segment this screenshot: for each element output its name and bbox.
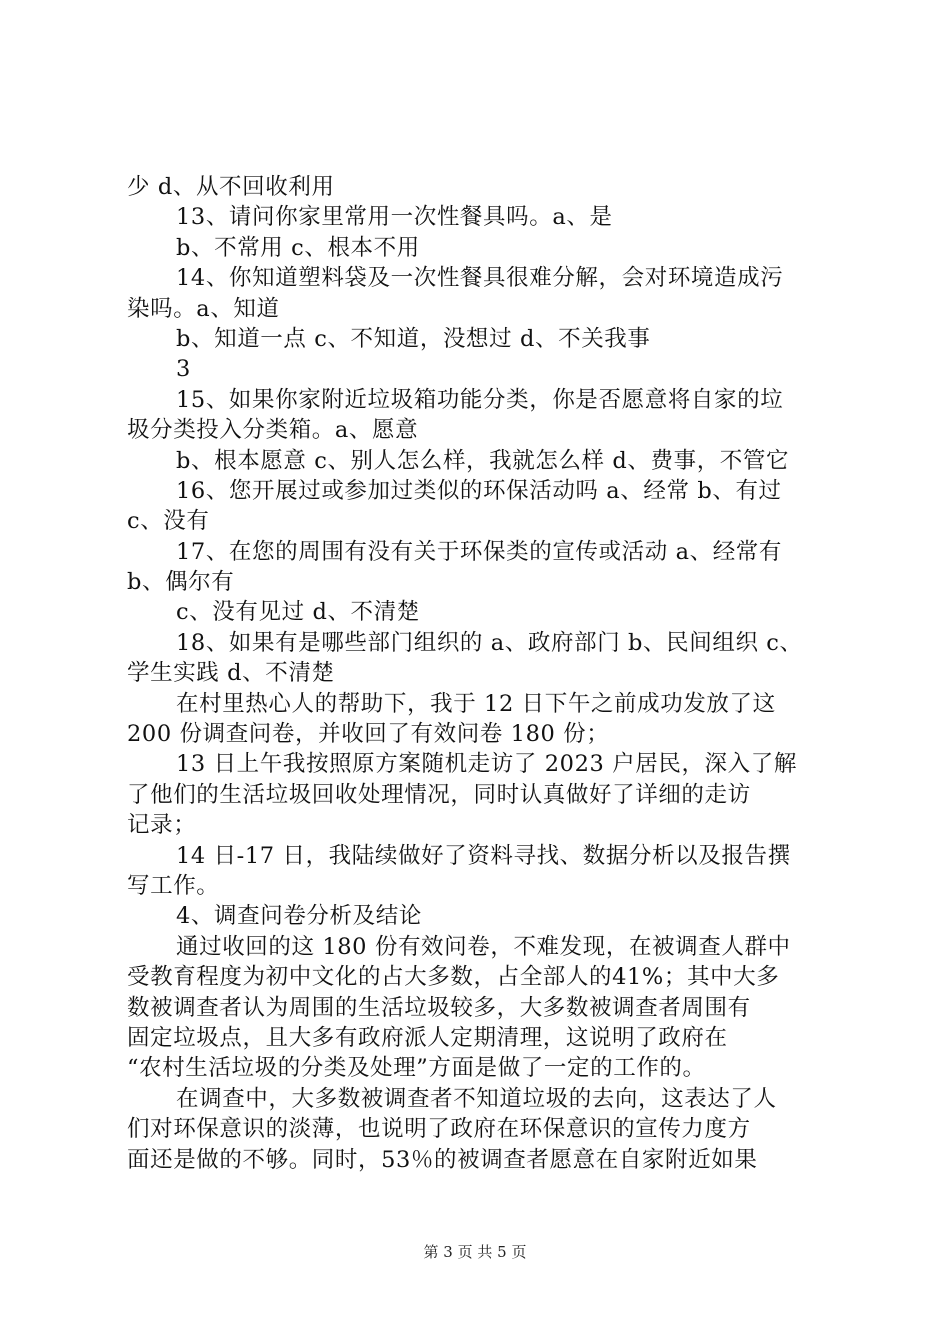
text-line: 少 d、从不回收利用 bbox=[127, 174, 335, 200]
text-line: 3 bbox=[176, 356, 191, 383]
document-body bbox=[127, 172, 827, 1175]
text-line: 数被调查者认为周围的生活垃圾较多，大多数被调查者周围有 bbox=[127, 994, 751, 1021]
text-line: 圾分类投入分类箱。a、愿意 bbox=[127, 417, 419, 444]
text-line: b、知道一点 c、不知道，没想过 d、不关我事 bbox=[176, 325, 651, 352]
text-line: 了他们的生活垃圾回收处理情况，同时认真做好了详细的走访 bbox=[127, 781, 751, 808]
text-line: 14 日-17 日，我陆续做好了资料寻找、数据分析以及报告撰 bbox=[176, 842, 791, 869]
text-line: 4、调查问卷分析及结论 bbox=[176, 903, 422, 930]
text-line: 13 日上午我按照原方案随机走访了 2023 户居民，深入了解 bbox=[176, 751, 797, 778]
text-line: 固定垃圾点，且大多有政府派人定期清理，这说明了政府在 bbox=[127, 1024, 728, 1051]
page-footer: 第 3 页 共 5 页 bbox=[423, 1243, 527, 1261]
text-line: b、偶尔有 bbox=[127, 569, 235, 596]
text-line: 学生实践 d、不清楚 bbox=[127, 660, 335, 687]
text-line: 染吗。a、知道 bbox=[127, 295, 280, 322]
text-line: “农村生活垃圾的分类及处理”方面是做了一定的工作的。 bbox=[127, 1055, 706, 1082]
text-line: 18、如果有是哪些部门组织的 a、政府部门 b、民间组织 c、 bbox=[176, 629, 803, 656]
text-line: 写工作。 bbox=[127, 872, 220, 899]
text-line: 17、在您的周围有没有关于环保类的宣传或活动 a、经常有 bbox=[176, 538, 782, 565]
text-line: 记录； bbox=[127, 812, 197, 839]
text-line: c、没有 bbox=[127, 508, 210, 535]
text-line: 200 份调查问卷，并收回了有效问卷 180 份； bbox=[127, 721, 610, 748]
text-line: 受教育程度为初中文化的占大多数，占全部人的41%；其中大多 bbox=[127, 964, 780, 991]
text-line: b、不常用 c、根本不用 bbox=[176, 234, 420, 261]
text-line: 在调查中，大多数被调查者不知道垃圾的去向，这表达了人 bbox=[176, 1085, 777, 1112]
text-line: 13、请问你家里常用一次性餐具吗。a、是 bbox=[176, 204, 613, 231]
text-line: 们对环保意识的淡薄，也说明了政府在环保意识的宣传力度方 bbox=[127, 1116, 751, 1143]
text-line: 通过收回的这 180 份有效问卷，不难发现，在被调查人群中 bbox=[176, 933, 791, 960]
text-line: b、根本愿意 c、别人怎么样，我就怎么样 d、费事，不管它 bbox=[176, 447, 790, 474]
text-line: 在村里热心人的帮助下，我于 12 日下午之前成功发放了这 bbox=[176, 690, 776, 717]
text-line: 14、你知道塑料袋及一次性餐具很难分解，会对环境造成污 bbox=[176, 265, 784, 292]
text-line: 15、如果你家附近垃圾箱功能分类，你是否愿意将自家的垃 bbox=[176, 386, 784, 413]
text-line: c、没有见过 d、不清楚 bbox=[176, 599, 420, 626]
text-line: 面还是做的不够。同时，53％的被调查者愿意在自家附近如果 bbox=[127, 1146, 758, 1173]
text-line: 16、您开展过或参加过类似的环保活动吗 a、经常 b、有过 bbox=[176, 477, 782, 504]
